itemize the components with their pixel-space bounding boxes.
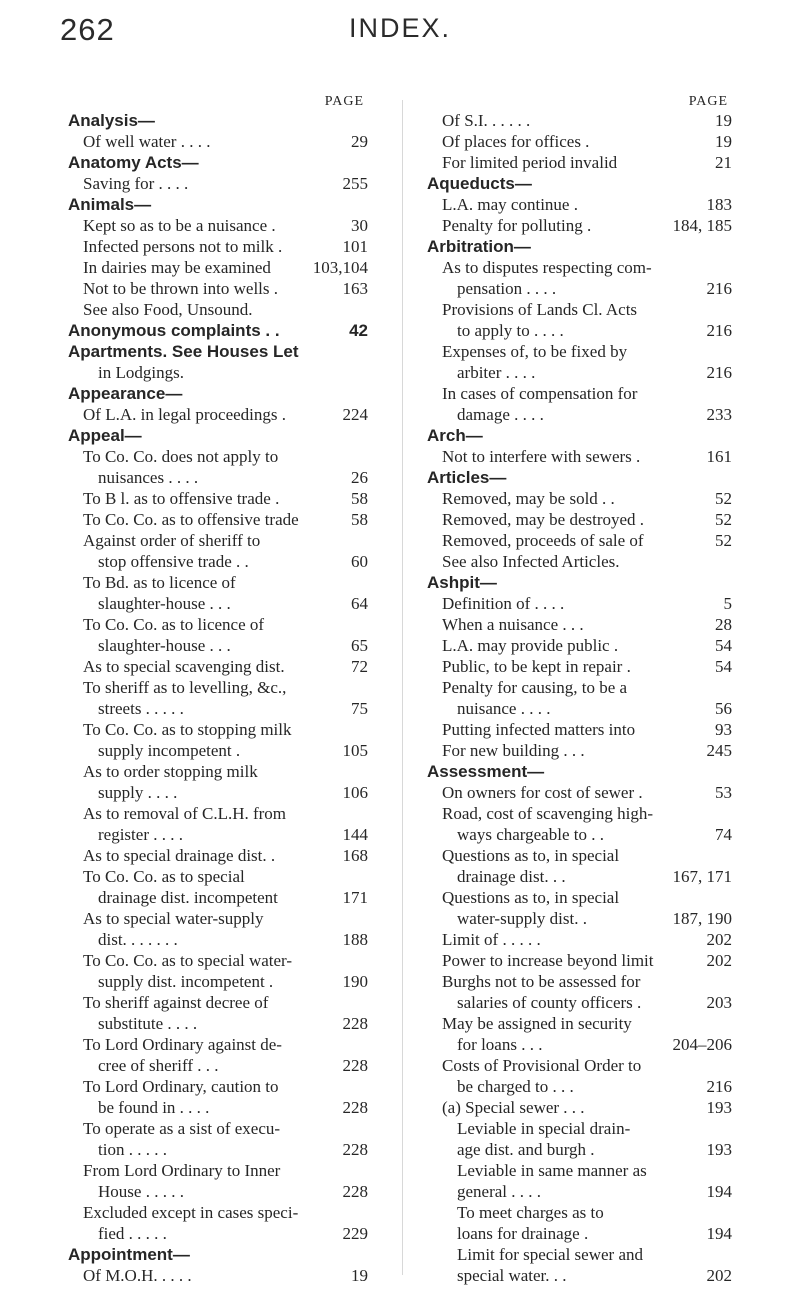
index-entry <box>68 488 368 509</box>
entry-page: 106 <box>342 783 368 802</box>
entry-text: Anatomy Acts— <box>68 153 199 172</box>
entry-text: Limit of . . . . . <box>442 930 541 949</box>
entry-page: 56 <box>715 699 732 718</box>
index-entry <box>68 656 368 677</box>
index-entry <box>427 1118 732 1139</box>
index-entry <box>427 782 732 803</box>
entry-text: From Lord Ordinary to Inner <box>83 1161 281 1180</box>
entry-text: Appointment— <box>68 1245 190 1264</box>
index-entry <box>68 1076 368 1097</box>
entry-text: general . . . . <box>457 1182 542 1201</box>
entry-page: 5 <box>723 594 732 613</box>
entry-page: 193 <box>706 1098 732 1117</box>
entry-text: L.A. may continue . <box>442 195 578 214</box>
entry-page: 75 <box>351 699 368 718</box>
entry-text: To Lord Ordinary, caution to <box>83 1077 279 1096</box>
index-entry <box>427 278 732 299</box>
index-entry <box>427 299 732 320</box>
entry-text: Ashpit— <box>427 573 497 592</box>
index-entry <box>68 1160 368 1181</box>
index-entry <box>427 866 732 887</box>
entry-page: 229 <box>342 1224 368 1243</box>
entry-page: 101 <box>342 237 368 256</box>
index-heading <box>427 467 732 488</box>
entry-text: Arch— <box>427 426 483 445</box>
entry-text: Anonymous complaints . . <box>68 321 280 340</box>
entry-text: Power to increase beyond limit <box>442 951 654 970</box>
entry-text: To Co. Co. as to licence of <box>83 615 265 634</box>
entry-text: Expenses of, to be fixed by <box>442 342 628 361</box>
entry-text: Costs of Provisional Order to <box>442 1056 642 1075</box>
index-entry <box>68 1202 368 1223</box>
index-entry <box>68 299 368 320</box>
index-entry <box>427 194 732 215</box>
entry-text: To Co. Co. as to special <box>83 867 245 886</box>
index-entry <box>68 530 368 551</box>
entry-text: Articles— <box>427 468 507 487</box>
entry-text: Of S.I. . . . . . <box>442 111 531 130</box>
entry-text: To Co. Co. as to stopping milk <box>83 720 292 739</box>
index-entry <box>427 1265 732 1286</box>
entry-text: To operate as a sist of execu- <box>83 1119 281 1138</box>
entry-text: be charged to . . . <box>457 1077 574 1096</box>
entry-page: 161 <box>706 447 732 466</box>
entry-text: As to disputes respecting com- <box>442 258 652 277</box>
index-entry <box>68 908 368 929</box>
entry-page: 19 <box>715 111 732 130</box>
entry-page: 105 <box>342 741 368 760</box>
entry-text: Removed, may be destroyed . <box>442 510 645 529</box>
entry-page: 193 <box>706 1140 732 1159</box>
running-head: INDEX. <box>348 13 452 43</box>
entry-text: Of well water . . . . <box>83 132 211 151</box>
entry-page: 42 <box>349 321 368 340</box>
entry-page: 58 <box>351 510 368 529</box>
index-entry <box>427 824 732 845</box>
index-entry <box>68 131 368 152</box>
index-entry <box>427 1034 732 1055</box>
entry-page: 188 <box>342 930 368 949</box>
entry-page: 204–206 <box>672 1035 732 1054</box>
entry-text: nuisance . . . . <box>457 699 551 718</box>
index-entry <box>68 1181 368 1202</box>
entry-text: Of L.A. in legal proceedings . <box>83 405 286 424</box>
index-entry <box>68 719 368 740</box>
entry-text: Excluded except in cases speci- <box>83 1203 299 1222</box>
index-entry <box>427 1076 732 1097</box>
entry-text: Putting infected matters into <box>442 720 636 739</box>
entry-page: 19 <box>715 132 732 151</box>
entry-text: cree of sheriff . . . <box>98 1056 219 1075</box>
entry-text: Not to interfere with sewers . <box>442 447 641 466</box>
index-entry <box>427 383 732 404</box>
entry-text: Analysis— <box>68 111 155 130</box>
index-entry <box>68 551 368 572</box>
entry-page: 228 <box>342 1014 368 1033</box>
entry-text: Apartments. See Houses Let <box>68 342 299 361</box>
entry-text: As to removal of C.L.H. from <box>83 804 287 823</box>
entry-page: 74 <box>715 825 732 844</box>
entry-text: Questions as to, in special <box>442 888 620 907</box>
entry-page: 30 <box>351 216 368 235</box>
entry-text: Removed, may be sold . . <box>442 489 615 508</box>
entry-text: Provisions of Lands Cl. Acts <box>442 300 638 319</box>
entry-page: 21 <box>715 153 732 172</box>
entry-text: supply . . . . <box>98 783 178 802</box>
entry-page: 60 <box>351 552 368 571</box>
index-entry <box>427 971 732 992</box>
entry-text: As to special scavenging dist. <box>83 657 285 676</box>
index-entry <box>427 887 732 908</box>
index-entry <box>68 593 368 614</box>
entry-page: 53 <box>715 783 732 802</box>
entry-text: In cases of compensation for <box>442 384 638 403</box>
entry-text: To Co. Co. as to offensive trade <box>83 510 299 529</box>
index-heading <box>68 341 368 362</box>
entry-text: streets . . . . . <box>98 699 184 718</box>
index-entry <box>427 635 732 656</box>
entry-page: 190 <box>342 972 368 991</box>
entry-text: arbiter . . . . <box>457 363 536 382</box>
entry-text: Road, cost of scavenging high- <box>442 804 654 823</box>
entry-text: Burghs not to be assessed for <box>442 972 641 991</box>
index-entry <box>68 1013 368 1034</box>
entry-text: nuisances . . . . <box>98 468 199 487</box>
entry-text: To Lord Ordinary against de- <box>83 1035 282 1054</box>
index-heading <box>68 110 368 131</box>
entry-page: 228 <box>342 1056 368 1075</box>
index-entry <box>68 824 368 845</box>
index-entry <box>68 782 368 803</box>
entry-text: substitute . . . . <box>98 1014 198 1033</box>
index-entry <box>427 656 732 677</box>
entry-page: 194 <box>706 1182 732 1201</box>
entry-page: 103,104 <box>312 258 368 277</box>
index-entry <box>68 404 368 425</box>
index-entry <box>427 509 732 530</box>
entry-text: ways chargeable to . . <box>457 825 604 844</box>
entry-text: Removed, proceeds of sale of <box>442 531 644 550</box>
entry-text: Appearance— <box>68 384 183 403</box>
index-entry <box>427 1097 732 1118</box>
entry-text: supply incompetent . <box>98 741 241 760</box>
index-entry <box>68 467 368 488</box>
entry-page: 228 <box>342 1140 368 1159</box>
entry-text: L.A. may provide public . <box>442 636 619 655</box>
index-heading <box>68 152 368 173</box>
page-column-label: PAGE <box>688 94 728 109</box>
index-entry <box>68 509 368 530</box>
entry-page: 255 <box>342 174 368 193</box>
index-heading <box>427 761 732 782</box>
entry-page: 29 <box>351 132 368 151</box>
index-heading <box>68 425 368 446</box>
index-entry <box>68 614 368 635</box>
index-entry <box>427 1160 732 1181</box>
index-entry <box>427 1139 732 1160</box>
entry-page: 52 <box>715 489 732 508</box>
entry-text: To sheriff as to levelling, &c., <box>83 678 287 697</box>
index-entry <box>427 950 732 971</box>
entry-text: Questions as to, in special <box>442 846 620 865</box>
index-heading <box>427 425 732 446</box>
index-entry <box>427 404 732 425</box>
entry-text: for loans . . . <box>457 1035 543 1054</box>
entry-text: drainage dist. . . <box>457 867 566 886</box>
entry-page: 184, 185 <box>672 216 732 235</box>
index-entry <box>427 1013 732 1034</box>
index-entry <box>427 1181 732 1202</box>
index-entry <box>68 236 368 257</box>
entry-text: special water. . . <box>457 1266 567 1285</box>
entry-page: 72 <box>351 657 368 676</box>
entry-text: salaries of county officers . <box>457 993 642 1012</box>
entry-page: 202 <box>706 930 732 949</box>
entry-text: damage . . . . <box>457 405 544 424</box>
entry-page: 54 <box>715 657 732 676</box>
entry-text: Kept so as to be a nuisance . <box>83 216 276 235</box>
index-entry <box>68 362 368 383</box>
entry-page: 224 <box>342 405 368 424</box>
entry-text: To Bd. as to licence of <box>83 573 236 592</box>
entry-page: 202 <box>706 951 732 970</box>
entry-text: For new building . . . <box>442 741 585 760</box>
index-entry <box>68 257 368 278</box>
entry-text: When a nuisance . . . <box>442 615 584 634</box>
index-entry <box>68 278 368 299</box>
entry-text: For limited period invalid <box>442 153 618 172</box>
index-list <box>68 110 368 1286</box>
index-entry <box>68 971 368 992</box>
entry-page: 93 <box>715 720 732 739</box>
index-entry <box>68 572 368 593</box>
index-entry <box>427 593 732 614</box>
index-heading <box>68 194 368 215</box>
entry-text: As to special water-supply <box>83 909 264 928</box>
entry-page: 58 <box>351 489 368 508</box>
entry-text: House . . . . . <box>98 1182 184 1201</box>
index-heading <box>427 173 732 194</box>
index-entry <box>427 488 732 509</box>
index-entry <box>427 1202 732 1223</box>
index-entry <box>68 677 368 698</box>
index-entry <box>427 845 732 866</box>
entry-text: Assessment— <box>427 762 545 781</box>
index-entry <box>427 992 732 1013</box>
entry-page: 187, 190 <box>672 909 732 928</box>
entry-page: 233 <box>706 405 732 424</box>
index-entry <box>427 929 732 950</box>
index-entry <box>427 908 732 929</box>
entry-page: 228 <box>342 1182 368 1201</box>
index-entry <box>68 1055 368 1076</box>
index-entry <box>68 173 368 194</box>
index-entry <box>68 887 368 908</box>
entry-page: 202 <box>706 1266 732 1285</box>
entry-text: To B l. as to offensive trade . <box>83 489 280 508</box>
entry-page: 216 <box>706 279 732 298</box>
index-entry <box>68 446 368 467</box>
index-entry <box>68 1265 368 1286</box>
page-number: 262 <box>60 12 115 47</box>
entry-page: 194 <box>706 1224 732 1243</box>
index-entry <box>427 719 732 740</box>
entry-text: Leviable in special drain- <box>457 1119 631 1138</box>
entry-text: To Co. Co. as to special water- <box>83 951 293 970</box>
entry-text: As to order stopping milk <box>83 762 258 781</box>
entry-text: dist. . . . . . . <box>98 930 178 949</box>
index-entry <box>427 1244 732 1265</box>
entry-text: Against order of sheriff to <box>83 531 261 550</box>
index-column-left <box>68 94 368 1286</box>
entry-page: 216 <box>706 321 732 340</box>
index-entry <box>427 551 732 572</box>
index-entry <box>427 677 732 698</box>
entry-page: 183 <box>706 195 732 214</box>
entry-text: fied . . . . . <box>98 1224 167 1243</box>
index-entry <box>427 1055 732 1076</box>
index-entry <box>427 698 732 719</box>
entry-text: drainage dist. incompetent <box>98 888 278 907</box>
index-entry <box>427 446 732 467</box>
entry-text: supply dist. incompetent . <box>98 972 274 991</box>
entry-text: Public, to be kept in repair . <box>442 657 631 676</box>
index-entry <box>68 845 368 866</box>
entry-page: 168 <box>342 846 368 865</box>
entry-text: loans for drainage . <box>457 1224 589 1243</box>
index-entry <box>68 698 368 719</box>
entry-text: Of places for offices . <box>442 132 590 151</box>
entry-text: In dairies may be examined <box>83 258 271 277</box>
index-entry <box>68 803 368 824</box>
index-entry <box>68 1034 368 1055</box>
entry-page: 167, 171 <box>672 867 732 886</box>
entry-page: 203 <box>706 993 732 1012</box>
index-entry <box>68 992 368 1013</box>
entry-text: Infected persons not to milk . <box>83 237 283 256</box>
index-entry <box>427 257 732 278</box>
entry-page: 216 <box>706 1077 732 1096</box>
entry-page: 54 <box>715 636 732 655</box>
entry-text: slaughter-house . . . <box>98 636 231 655</box>
entry-text: On owners for cost of sewer . <box>442 783 643 802</box>
entry-page: 163 <box>342 279 368 298</box>
entry-text: to apply to . . . . <box>457 321 564 340</box>
index-entry <box>427 131 732 152</box>
entry-text: To sheriff against decree of <box>83 993 269 1012</box>
index-column-right <box>427 94 732 1286</box>
entry-page: 52 <box>715 531 732 550</box>
index-entry <box>427 341 732 362</box>
index-entry <box>68 1223 368 1244</box>
index-entry <box>427 362 732 383</box>
entry-text: Of M.O.H. . . . . <box>83 1266 192 1285</box>
entry-text: Appeal— <box>68 426 142 445</box>
index-heading <box>68 383 368 404</box>
index-entry <box>427 110 732 131</box>
index-heading <box>68 1244 368 1265</box>
column-divider <box>402 100 403 1275</box>
entry-page: 216 <box>706 363 732 382</box>
entry-text: Penalty for causing, to be a <box>442 678 628 697</box>
index-entry <box>68 761 368 782</box>
entry-text: To meet charges as to <box>457 1203 604 1222</box>
entry-text: Limit for special sewer and <box>457 1245 643 1264</box>
index-entry <box>427 614 732 635</box>
index-entry <box>427 740 732 761</box>
index-entry <box>68 950 368 971</box>
index-entry <box>427 152 732 173</box>
page-header <box>0 12 800 52</box>
index-entry <box>427 215 732 236</box>
index-entry <box>68 1118 368 1139</box>
entry-text: (a) Special sewer . . . <box>442 1098 585 1117</box>
entry-text: Arbitration— <box>427 237 531 256</box>
index-entry <box>427 803 732 824</box>
entry-text: Definition of . . . . <box>442 594 565 613</box>
entry-text: age dist. and burgh . <box>457 1140 595 1159</box>
index-entry <box>68 740 368 761</box>
entry-text: See also Infected Articles. <box>442 552 620 571</box>
index-entry <box>427 1223 732 1244</box>
index-entry <box>68 866 368 887</box>
entry-text: Not to be thrown into wells . <box>83 279 279 298</box>
entry-text: As to special drainage dist. . <box>83 846 276 865</box>
index-entry <box>427 320 732 341</box>
entry-text: Leviable in same manner as <box>457 1161 647 1180</box>
entry-page: 64 <box>351 594 368 613</box>
entry-text: slaughter-house . . . <box>98 594 231 613</box>
entry-text: Animals— <box>68 195 152 214</box>
entry-text: See also Food, Unsound. <box>83 300 253 319</box>
index-heading <box>68 320 368 341</box>
index-heading <box>427 572 732 593</box>
entry-text: stop offensive trade . . <box>98 552 249 571</box>
entry-text: Aqueducts— <box>427 174 532 193</box>
entry-text: Penalty for polluting . <box>442 216 592 235</box>
entry-text: pensation . . . . <box>457 279 557 298</box>
entry-page: 26 <box>351 468 368 487</box>
index-entry <box>68 635 368 656</box>
entry-page: 228 <box>342 1098 368 1117</box>
entry-page: 28 <box>715 615 732 634</box>
page-column-label: PAGE <box>324 94 364 109</box>
index-list <box>427 110 732 1286</box>
index-entry <box>68 1139 368 1160</box>
entry-page: 171 <box>342 888 368 907</box>
index-entry <box>68 1097 368 1118</box>
index-heading <box>427 236 732 257</box>
index-entry <box>68 215 368 236</box>
entry-text: May be assigned in security <box>442 1014 632 1033</box>
entry-text: To Co. Co. does not apply to <box>83 447 279 466</box>
entry-page: 52 <box>715 510 732 529</box>
entry-page: 19 <box>351 1266 368 1285</box>
entry-text: register . . . . <box>98 825 183 844</box>
entry-page: 144 <box>342 825 368 844</box>
entry-text: in Lodgings. <box>98 363 184 382</box>
entry-text: be found in . . . . <box>98 1098 210 1117</box>
index-entry <box>427 530 732 551</box>
entry-page: 245 <box>706 741 732 760</box>
entry-text: water-supply dist. . <box>457 909 587 928</box>
entry-page: 65 <box>351 636 368 655</box>
entry-text: tion . . . . . <box>98 1140 167 1159</box>
index-entry <box>68 929 368 950</box>
entry-text: Saving for . . . . <box>83 174 189 193</box>
